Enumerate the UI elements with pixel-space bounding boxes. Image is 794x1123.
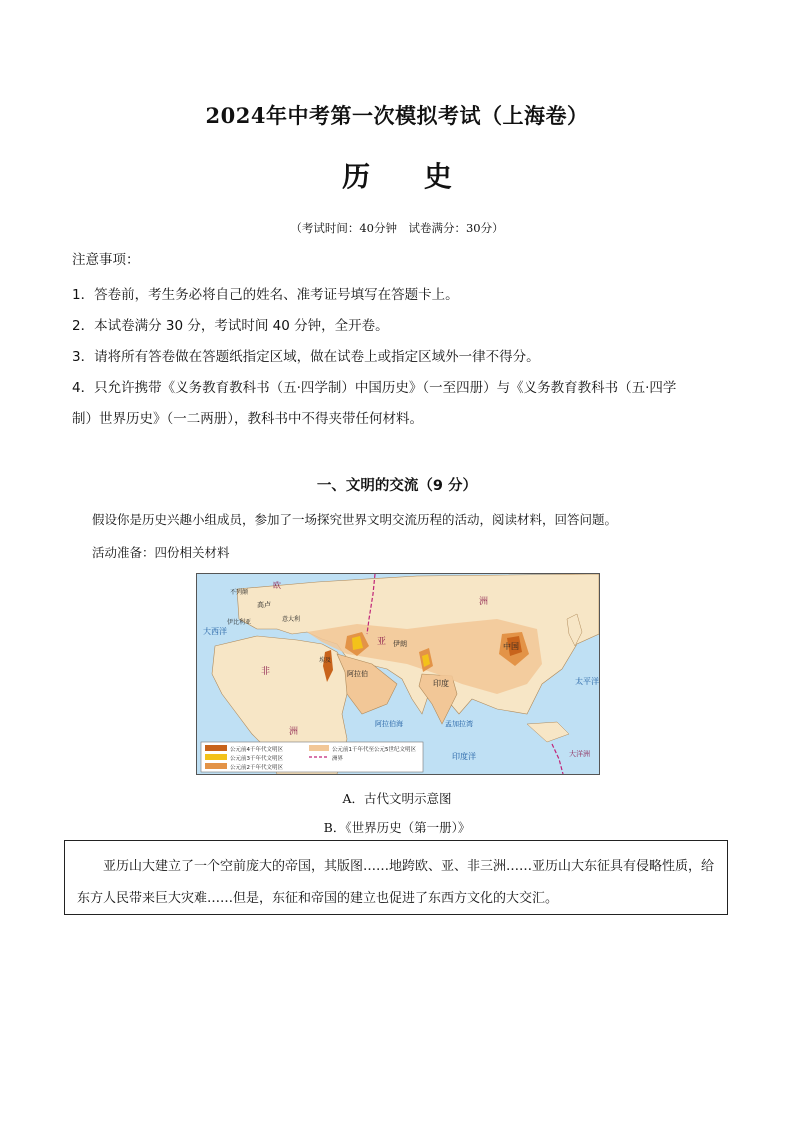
label-africa: 非 (261, 667, 271, 677)
quote-text: 亚历山大建立了一个空前庞大的帝国，其版图……地跨欧、亚、非三洲……亚历山大东征具有侵略性质，给东方人民带来巨大灾难……但是，东征和帝国的建立也促进了东西方文化的大交汇。 (77, 859, 715, 906)
activity-prep: 活动准备：四份相关材料 (92, 545, 230, 560)
note-item: 制）世界历史》（一二两册），教科书中不得夹带任何材料。 (72, 411, 423, 427)
label-china: 中国 (503, 642, 519, 651)
note-item: 1．答卷前，考生务必将自己的姓名、准考证号填写在答题卡上。 (72, 287, 459, 303)
legend-swatch (205, 754, 227, 760)
label-atlantic: 大西洋 (203, 627, 227, 636)
label-arabian-sea: 阿拉伯海 (375, 720, 403, 728)
quote-box (64, 840, 728, 915)
legend-label: 公元前4千年代文明区 (230, 747, 283, 753)
label-bay-of-bengal: 孟加拉湾 (445, 720, 473, 728)
label-iran: 伊朗 (393, 640, 407, 648)
legend-label: 公元前3千年代文明区 (230, 756, 283, 762)
section-intro: 假设你是历史兴趣小组成员，参加了一场探究世界文明交流历程的活动，阅读材料，回答问题。 (92, 512, 618, 527)
legend-swatch (309, 745, 329, 751)
label-europe: 欧 (273, 581, 281, 590)
label-oceania: 大洋洲 (569, 750, 590, 758)
note-item: 2．本试卷满分 30 分，考试时间 40 分钟，全开卷。 (72, 318, 389, 334)
label-indian-ocean: 印度洋 (452, 752, 476, 761)
label-britain: 不列颠 (230, 589, 249, 596)
exam-meta: （考试时间：40分钟 试卷满分：30分） (290, 221, 504, 235)
legend-swatch (205, 763, 227, 769)
label-africa-2: 洲 (289, 727, 299, 737)
label-gaul: 高卢 (257, 601, 271, 609)
label-india: 印度 (433, 679, 449, 688)
label-iberia: 伊比利亚 (227, 619, 252, 626)
map-caption: A．古代文明示意图 (342, 791, 452, 806)
note-item: 3．请将所有答卷做在答题纸指定区域，做在试卷上或指定区域外一律不得分。 (72, 349, 540, 365)
label-pacific: 太平洋 (575, 677, 599, 686)
label-asia: 亚 (377, 637, 387, 647)
label-italy: 意大利 (282, 616, 301, 623)
label-asia-2: 洲 (479, 597, 489, 607)
legend-label: 洲界 (332, 756, 344, 762)
legend-swatch (205, 745, 227, 751)
ancient-civilization-map (196, 573, 600, 775)
subject-title: 历 史 (342, 160, 474, 193)
label-arabia: 阿拉伯 (347, 670, 368, 678)
notes-block (72, 248, 732, 435)
label-egypt: 埃及 (319, 657, 332, 664)
legend-label: 公元前2千年代文明区 (230, 765, 283, 771)
note-item: 4．只允许携带《义务教育教科书（五·四学制）中国历史》（一至四册）与《义务教育教科书（五·四学 (72, 380, 677, 396)
section-title: 一、文明的交流（9 分） (316, 478, 478, 494)
notes-heading: 注意事项： (72, 252, 140, 268)
map-svg (197, 574, 599, 774)
exam-title: 2024年中考第一次模拟考试（上海卷） (205, 103, 589, 128)
legend-label: 公元前1千年代至公元5世纪文明区 (332, 747, 416, 753)
material-b-caption: B．《世界历史（第一册）》 (323, 820, 471, 835)
